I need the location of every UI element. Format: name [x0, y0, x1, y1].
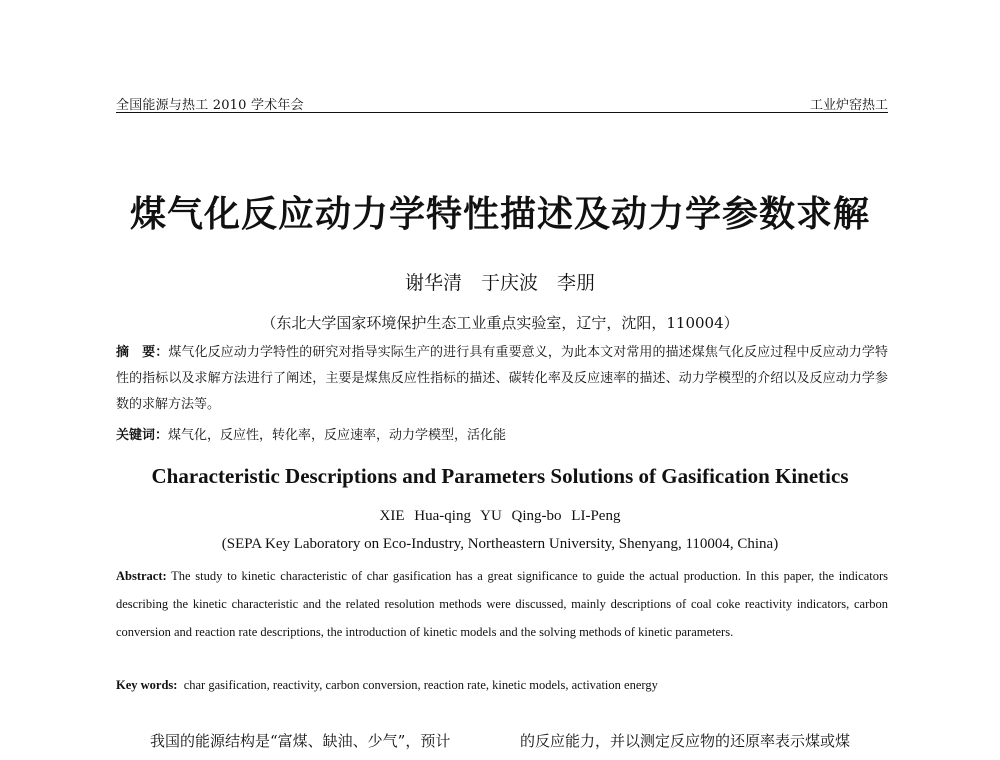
body-column-right: 的反应能力，并以测定反应物的还原率表示煤或煤 — [520, 732, 851, 750]
keywords-zh — [116, 424, 888, 443]
authors-zh: 谢华清 于庆波 李朋 — [404, 272, 595, 294]
abstract-zh — [116, 340, 888, 418]
running-header-section: 工业炉窑热工 — [809, 98, 888, 113]
keywords-en-label: Key words: — [116, 678, 178, 692]
body-column-left: 我国的能源结构是“富煤、缺油、少气”，预计 — [150, 732, 451, 750]
paper-title-zh: 煤气化反应动力学特性描述及动力学参数求解 — [129, 193, 870, 235]
keywords-zh-label: 关键词： — [116, 428, 169, 443]
authors-en: XIE Hua-qing YU Qing-bo LI-Peng — [379, 508, 621, 524]
keywords-zh-text: 煤气化，反应性，转化率，反应速率，动力学模型，活化能 — [168, 428, 507, 443]
running-header-conference: 全国能源与热工 2010 学术年会 — [116, 98, 304, 113]
abstract-en-label: Abstract: — [116, 569, 167, 583]
paper-title-en: Characteristic Descriptions and Parameters Solutions of Gasification Kinetics — [151, 464, 849, 488]
abstract-zh-label: 摘 要： — [116, 345, 169, 360]
affiliation-en: (SEPA Key Laboratory on Eco-Industry, Northeastern University, Shenyang, 110004, China) — [221, 536, 779, 552]
abstract-zh-text: 煤气化反应动力学特性的研究对指导实际生产的进行具有重要意义，为此本文对常用的描述煤焦气化反应过程中反应动力学特性的指标以及求解方法进行了阐述，主要是煤焦反应性指标的描述、碳转化率及反应速率的描述、动力学模型的介绍以及反应动力学参数的求解方法等。 — [116, 345, 888, 412]
abstract-en-text: The study to kinetic characteristic of char gasification has a great significance to guide the actual production. In this paper, the indicators describing the kinetic characteristic and the related resolution methods were discussed, mainly descriptions of coal coke reactivity indicators, carbon conversion and reaction rate descriptions, the introduction of kinetic models and the solving methods of kinetic parameters. — [116, 569, 888, 639]
keywords-en — [116, 678, 888, 693]
affiliation-zh: （东北大学国家环境保护生态工业重点实验室，辽宁，沈阳，110004） — [261, 314, 739, 332]
keywords-en-text: char gasification, reactivity, carbon conversion, reaction rate, kinetic models, activation energy — [183, 678, 658, 692]
abstract-en — [116, 562, 888, 646]
header-divider — [116, 112, 888, 113]
